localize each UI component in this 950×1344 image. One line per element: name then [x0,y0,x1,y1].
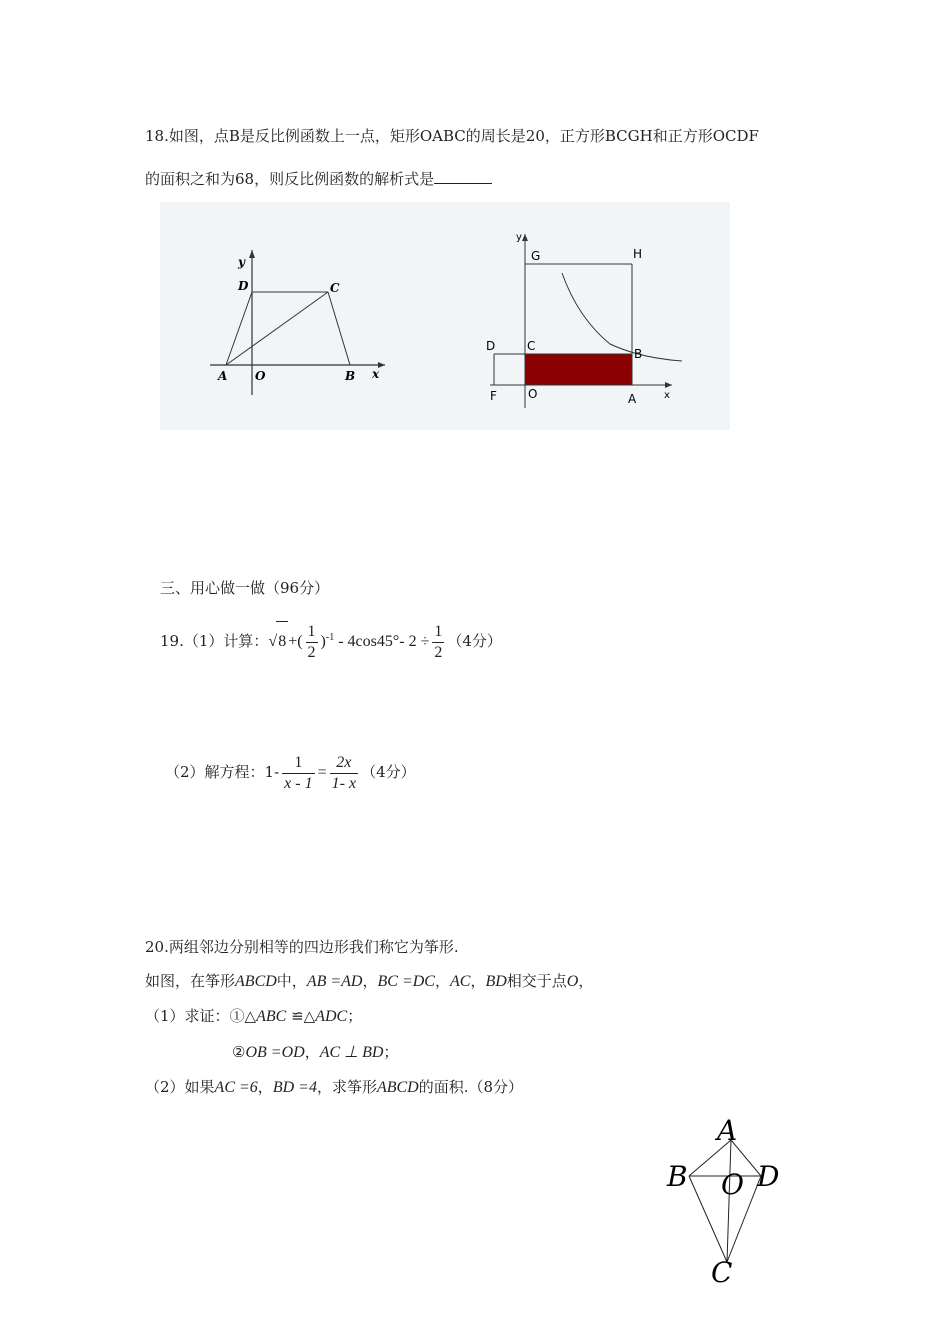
q20-l3-cong: ≌△ [286,1007,316,1025]
fig1-label-C: C [330,281,340,295]
section3-title: 三、用心做一做（96分） [160,579,330,597]
q19-p2-l-den: x - 1 [284,774,313,792]
q20-l3-adc: ADC [315,1008,348,1025]
q20-line4 [232,1042,398,1063]
q20-l2-comma1: ， [362,972,378,990]
q19-p2-label: （2）解方程：1- [165,763,280,781]
q20-l2-comma4: ， [578,972,594,990]
q20-l2-ac: AC [449,973,471,990]
figure-squares-hyperbola [480,228,690,413]
fig2-label-x: x [664,390,670,401]
q20-l2-bd: BD [485,973,507,990]
fig3-label-B: B [667,1160,688,1193]
q19-p1-half-den: 2 [307,643,316,661]
q19-p2-left [282,753,314,794]
q19-p1-div [432,622,444,663]
answer-blank [434,169,492,184]
q20-line5 [145,1077,523,1098]
fig2-label-F: F [490,389,497,403]
q20-l5-text3: 的面积.（8分） [418,1078,524,1096]
q19-part2 [165,752,416,794]
q20-l2-text2: 中， [276,972,307,990]
q19-p1-rest: - 4cos45°- 2 ÷ [338,633,430,650]
fig2-label-B: B [634,347,643,361]
sqrt-sign: √ [268,633,278,650]
q20-l2-comma2: ， [434,972,450,990]
q20-l2-comma3: ， [470,972,486,990]
q20-l5-text: （2）如果 [145,1078,215,1096]
q20-line3 [145,1006,362,1027]
q20-l3-text: （1）求证：①△ [145,1007,257,1025]
fig1-label-y: y [238,255,245,269]
q19-p1-plus: +( [288,633,303,650]
q20-l2-abcd: ABCD [235,973,277,990]
q20-l2-text3: 相交于点 [506,972,567,990]
q20-l2-o: O [566,973,579,990]
q19-p2-r-den: 1- x [331,774,357,792]
q19-p1-score: （4分） [447,632,502,650]
q20-l3-abc: ABC [256,1008,287,1025]
q19-p1-label: 19.（1）计算： [160,632,269,650]
fig3-label-O: O [721,1168,744,1201]
q20-l4-ob-od: OB =OD [245,1044,305,1061]
fig2-label-D: D [486,339,496,353]
q20-l5-text2: ，求筝形 [316,1078,377,1096]
q19-p1-exp: -1 [325,632,335,643]
q20-l4-ac-perp-bd: AC ⊥ BD [319,1044,384,1061]
fig2-label-H: H [633,247,643,261]
q20-line2 [145,971,593,992]
fig2-label-C: C [527,339,536,353]
fig2-label-y: y [516,232,522,243]
q19-part1 [160,618,502,663]
q20-l5-ac: AC =6 [214,1079,258,1096]
q19-p2-eq: = [317,764,327,781]
q20-l4-semi: ； [383,1043,399,1061]
q19-p1-half-num: 1 [307,622,316,640]
q20-l4-comma: ， [304,1043,320,1061]
q20-l2-bc-dc: BC =DC [377,973,435,990]
fig1-label-O: O [255,369,266,383]
q19-p1-div-den: 2 [434,643,443,661]
q20-l2-ab-ad: AB =AD [306,973,363,990]
fig1-label-A: A [218,369,228,383]
q19-p1-div-num: 1 [434,622,443,640]
q20-l5-bd: BD =4 [272,1079,317,1096]
q20-l4-mark: ② [232,1043,246,1061]
q19-p2-right [330,753,358,794]
q20-l5-comma: ， [257,1078,273,1096]
q19-p2-r-num: 2x [336,753,352,771]
q20-l5-abcd: ABCD [376,1079,419,1096]
fig2-label-A: A [628,392,637,406]
rectangle-oabc [525,354,632,385]
q18-line2 [145,169,492,189]
q19-p2-l-num: 1 [294,753,303,771]
fig1-label-x: x [372,367,380,381]
q20-l2-text: 如图，在筝形 [145,972,236,990]
q19-p1-half [306,622,318,663]
fig3-label-C: C [711,1256,733,1285]
figure-trapezoid [200,240,400,400]
fig1-label-D: D [238,279,249,293]
fig3-label-D: D [757,1160,780,1193]
q19-p1-sqrt: 8 [276,621,288,662]
figure-kite [665,1110,795,1285]
q18-line1: 18.如图，点B是反比例函数上一点，矩形OABC的周长是20，正方形BCGH和正方形OCDF [145,127,759,145]
q19-p1-close: ) [320,633,326,650]
fig2-label-G: G [531,249,541,263]
q20-l3-semi: ； [347,1007,363,1025]
fig1-label-B: B [345,369,356,383]
q18-line2-text: 的面积之和为68，则反比例函数的解析式是 [145,170,435,188]
fig2-label-O: O [528,387,538,401]
fig3-label-A: A [717,1114,738,1147]
q20-line1: 20.两组邻边分别相等的四边形我们称它为筝形. [145,938,459,956]
q19-p2-score: （4分） [361,763,416,781]
